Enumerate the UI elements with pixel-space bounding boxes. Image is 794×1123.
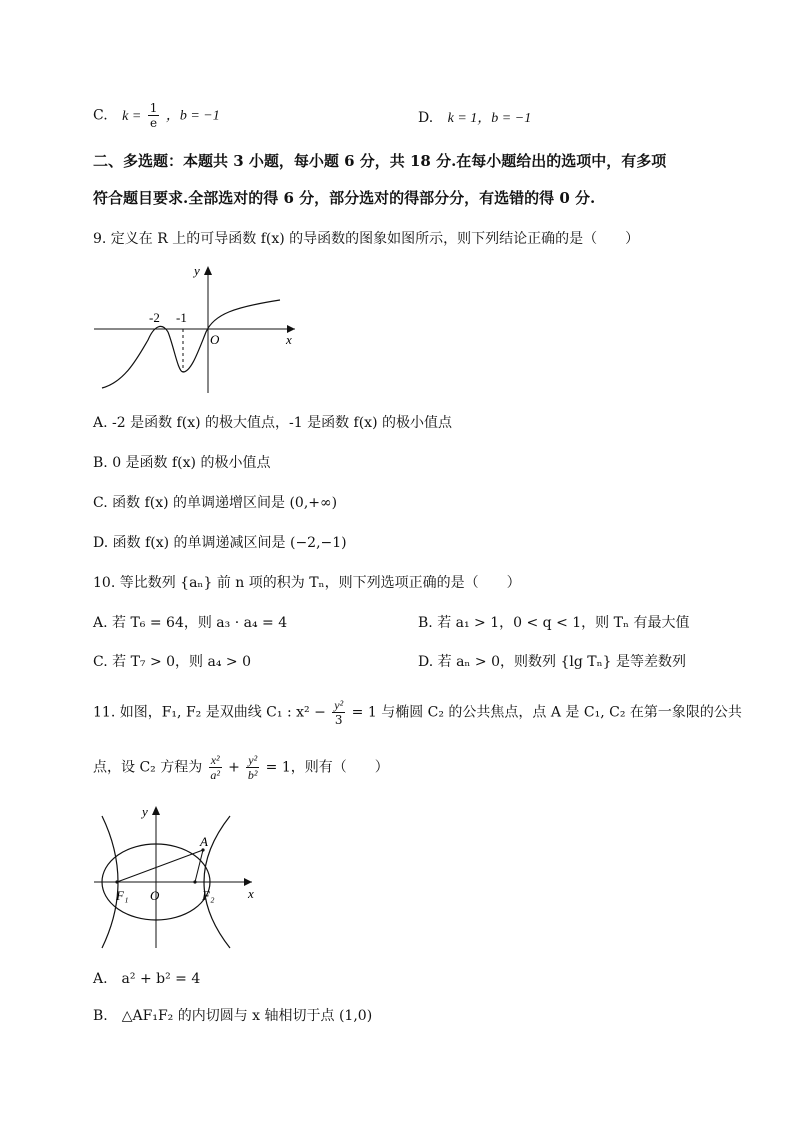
- q9-option-d: D. 函数 f(x) 的单调递减区间是 (−2,−1): [93, 535, 347, 551]
- q11-stem-line2: 点，设 C₂ 方程为 $\frac{\text{x²}}{\text{a²}}$ + $\frac{\text{y²}}{\text{b²}}$ = 1，则有（ ）: [93, 753, 389, 782]
- q9-tick-minus1: -1: [176, 310, 187, 325]
- q10-option-b: B. 若 a₁ > 1，0 < q < 1，则 Tₙ 有最大值: [418, 615, 690, 631]
- option-d-prev: D. k = 1，b = −1: [418, 110, 532, 126]
- q9-tick-minus2: -2: [149, 310, 160, 325]
- q9-option-b: B. 0 是函数 f(x) 的极小值点: [93, 455, 271, 471]
- q11-f2-label: F₂: [202, 888, 215, 903]
- option-c-prev: C. k = $\frac{1}{e}$ ，b = −1: [93, 101, 220, 130]
- q11-ellipse-hyperbola-graph: [90, 802, 270, 952]
- q11-y-label: y: [142, 804, 148, 819]
- q9-stem: 9. 定义在 R 上的可导函数 f(x) 的导函数的图象如图所示，则下列结论正确的是（ ）: [93, 231, 640, 247]
- q9-option-c: C. 函数 f(x) 的单调递增区间是 (0,+∞): [93, 495, 338, 511]
- q10-option-a: A. 若 T₆ = 64，则 a₃ · a₄ = 4: [93, 615, 288, 631]
- q9-x-label: x: [286, 332, 292, 347]
- section-header-line2: 符合题目要求.全部选对的得 6 分，部分选对的得部分分，有选错的得 0 分.: [93, 189, 596, 207]
- fraction-y2-over-3: $\frac{\text{y²}}{3}$: [334, 698, 344, 727]
- q11-x-label: x: [248, 886, 254, 901]
- section-header-line1: 二、多选题：本题共 3 小题，每小题 6 分，共 18 分.在每小题给出的选项中，有多项: [93, 152, 667, 170]
- q11-option-b: B. △AF₁F₂ 的内切圆与 x 轴相切于点 (1,0): [93, 1008, 373, 1024]
- fraction-1-over-e: $\frac{1}{e}$: [149, 101, 158, 130]
- q9-derivative-graph: [90, 262, 310, 402]
- fraction-x2-over-a2: $\frac{\text{x²}}{\text{a²}}$: [210, 753, 220, 782]
- q9-y-label: y: [194, 263, 200, 278]
- q11-f1-label: F₁: [116, 888, 129, 903]
- q9-option-a: A. -2 是函数 f(x) 的极大值点，-1 是函数 f(x) 的极小值点: [93, 415, 452, 431]
- q11-origin-label: O: [150, 888, 160, 903]
- q10-stem: 10. 等比数列 {aₙ} 前 n 项的积为 Tₙ，则下列选项正确的是（ ）: [93, 575, 521, 591]
- q11-option-a: A. a² + b² = 4: [93, 971, 201, 987]
- q11-stem-line1: 11. 如图，F₁, F₂ 是双曲线 C₁ : x² − $\frac{\text{y²}}{3}$ = 1 与椭圆 C₂ 的公共焦点，点 A 是 C₁, C₂ 在第一象限的公共: [93, 698, 742, 727]
- q11-point-a-label: A: [200, 834, 208, 849]
- fraction-y2-over-b2: $\frac{\text{y²}}{\text{b²}}$: [247, 753, 258, 782]
- q9-origin-label: O: [210, 332, 220, 347]
- q10-option-c: C. 若 T₇ > 0，则 a₄ > 0: [93, 654, 251, 670]
- q10-option-d: D. 若 aₙ > 0，则数列 {lg Tₙ} 是等差数列: [418, 654, 687, 670]
